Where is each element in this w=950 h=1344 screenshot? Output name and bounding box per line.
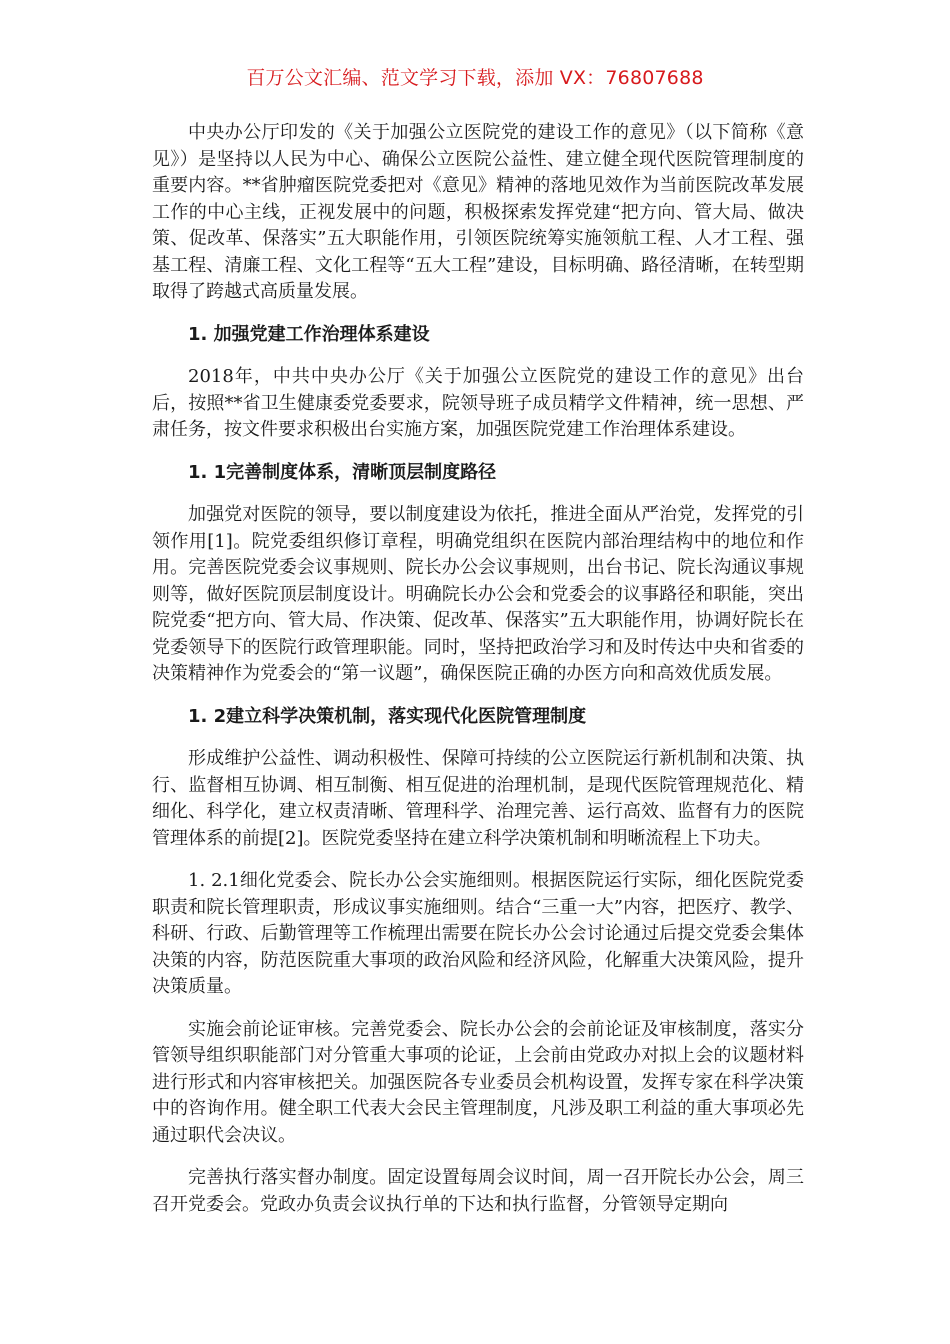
header-banner: 百万公文汇编、范文学习下载，添加 VX：76807688: [246, 67, 704, 89]
section-heading-1-2: 1. 2建立科学决策机制，落实现代化医院管理制度: [188, 705, 587, 727]
review-paragraph: 实施会前论证审核。完善党委会、院长办公会的会前论证及审核制度，落实分管领导组织职能部门对分管重大事项的论证，上会前由党政办对拟上会的议题材料进行形式和内容审核把关。加强医院各专业委员会机构设置，发挥专家在科学决策中的咨询作用。健全职工代表大会民主管理制度，凡涉及职工利益的重大事项必先通过职代会决议。: [152, 1018, 804, 1146]
section-1-2-1-paragraph: 1. 2.1细化党委会、院长办公会实施细则。根据医院运行实际，细化医院党委职责和院长管理职责，形成议事实施细则。结合“三重一大”内容，把医疗、教学、科研、行政、后勤管理等工作梳理出需要在院长办公会讨论通过后提交党委会集体决策的内容，防范医院重大事项的政治风险和经济风险，化解重大决策风险，提升决策质量。: [152, 870, 804, 997]
section-1-1-paragraph: 加强党对医院的领导，要以制度建设为依托，推进全面从严治党，发挥党的引领作用[1]。院党委组织修订章程，明确党组织在医院内部治理结构中的地位和作用。完善医院党委会议事规则、院长办公会议事规则，出台书记、院长沟通议事规则等，做好医院顶层制度设计。明确院长办公会和党委会的议事路径和职能，突出院党委“把方向、管大局、作决策、促改革、保落实”五大职能作用，协调好院长在党委领导下的医院行政管理职能。同时，坚持把政治学习和及时传达中央和省委的决策精神作为党委会的“第一议题”，确保医院正确的办医方向和高效优质发展。: [152, 504, 804, 684]
section-1-2-paragraph: 形成维护公益性、调动积极性、保障可持续的公立医院运行新机制和决策、执行、监督相互协调、相互制衡、相互促进的治理机制，是现代医院管理规范化、精细化、科学化，建立权责清晰、管理科学、治理完善、运行高效、监督有力的医院管理体系的前提[2]。医院党委坚持在建立科学决策机制和明晰流程上下功夫。: [152, 748, 804, 849]
intro-paragraph: 中央办公厅印发的《关于加强公立医院党的建设工作的意见》（以下简称《意见》）是坚持以人民为中心、确保公立医院公益性、建立健全现代医院管理制度的重要内容。**省肿瘤医院党委把对《意见》精神的落地见效作为当前医院改革发展工作的中心主线，正视发展中的问题，积极探索发挥党建“把方向、管大局、做决策、促改革、保落实”五大职能作用，引领医院统筹实施领航工程、人才工程、强基工程、清廉工程、文化工程等“五大工程”建设，目标明确、路径清晰，在转型期取得了跨越式高质量发展。: [152, 122, 804, 302]
section-1-paragraph: 2018年，中共中央办公厅《关于加强公立医院党的建设工作的意见》出台后，按照**省卫生健康委党委要求，院领导班子成员精学文件精神，统一思想、严肃任务，按文件要求积极出台实施方案，加强医院党建工作治理体系建设。: [152, 366, 804, 440]
section-heading-1-1: 1. 1完善制度体系，清晰顶层制度路径: [188, 461, 497, 483]
supervise-paragraph: 完善执行落实督办制度。固定设置每周会议时间，周一召开院长办公会，周三召开党委会。党政办负责会议执行单的下达和执行监督，分管领导定期向: [152, 1167, 804, 1215]
section-heading-1: 1. 加强党建工作治理体系建设: [188, 323, 430, 345]
document-body: [152, 120, 804, 1234]
